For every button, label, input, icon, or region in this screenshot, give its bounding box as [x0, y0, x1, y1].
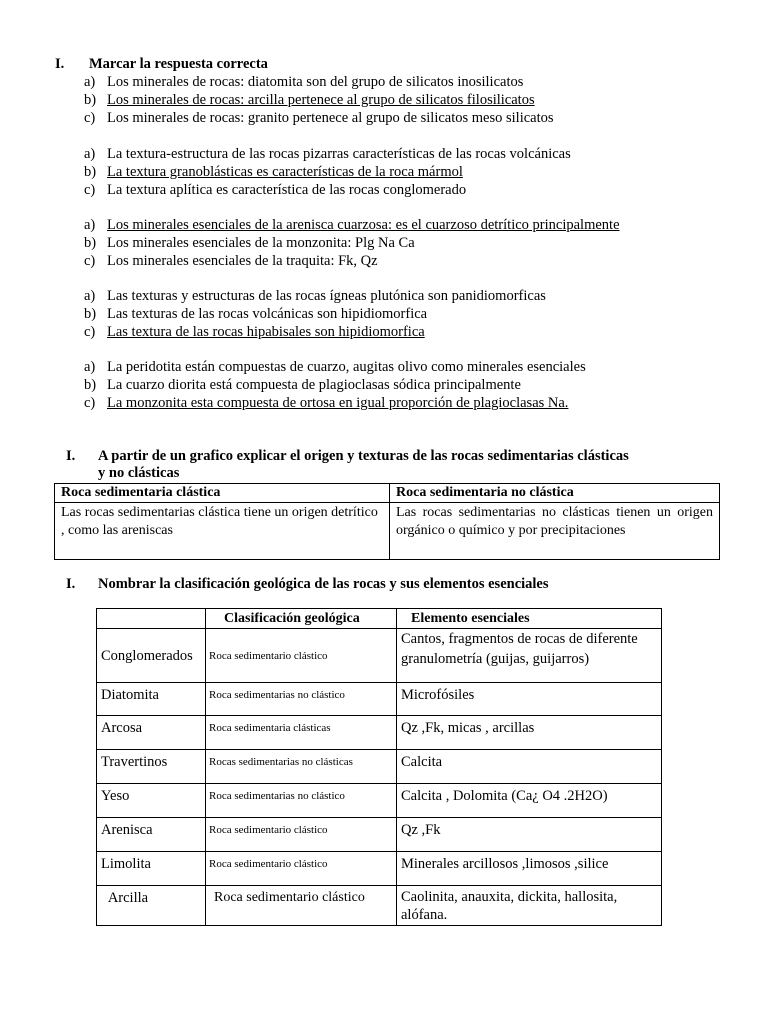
cell-classification: Rocas sedimentarias no clásticas	[206, 750, 397, 784]
option-line: a) La textura-estructura de las rocas pizarras características de las rocas volcánicas	[84, 146, 571, 162]
option-text: Los minerales de rocas: granito pertenece al grupo de silicatos meso silicatos	[107, 110, 554, 126]
table-row	[55, 503, 720, 560]
section2-number: I.	[66, 448, 76, 464]
cell-clastic: Las rocas sedimentarias clástica tiene un origen detrítico , como las areniscas	[55, 503, 390, 560]
option-line: b) Los minerales esenciales de la monzonita: Plg Na Ca	[84, 235, 415, 251]
cell-elements: Minerales arcillosos ,limosos ,silice	[397, 852, 662, 886]
table-row	[97, 886, 662, 926]
option-line: a) La peridotita están compuestas de cuarzo, augitas olivo como minerales esenciales	[84, 359, 586, 375]
cell-classification: Roca sedimentario clástico	[206, 818, 397, 852]
option-text: La cuarzo diorita está compuesta de plagioclasas sódica principalmente	[107, 377, 521, 393]
table-row	[97, 750, 662, 784]
option-line: b) La cuarzo diorita está compuesta de plagioclasas sódica principalmente	[84, 377, 521, 393]
option-text: Los minerales esenciales de la monzonita: Plg Na Ca	[107, 235, 415, 251]
option-text-selected: Las textura de las rocas hipabisales son hipidiomorfica	[107, 324, 425, 340]
option-line: b) Las texturas de las rocas volcánicas son hipidiomorfica	[84, 306, 428, 322]
cell-elements: Qz ,Fk	[397, 818, 662, 852]
question-group-4	[84, 287, 744, 341]
section3-title: Nombrar la clasificación geológica de las rocas y sus elementos esenciales	[98, 576, 549, 592]
option-line: a) Las texturas y estructuras de las rocas ígneas plutónica son panidiomorficas	[84, 288, 546, 304]
header-non-clastic: Roca sedimentaria no clástica	[390, 484, 720, 503]
option-text: La peridotita están compuestas de cuarzo, augitas olivo como minerales esenciales	[107, 359, 586, 375]
question-group-1	[84, 73, 744, 127]
cell-elements: Calcita	[397, 750, 662, 784]
option-line: c) La textura aplítica es característica de las rocas conglomerado	[84, 182, 467, 198]
header-rock	[97, 609, 206, 629]
cell-rock: Yeso	[97, 784, 206, 818]
table-row	[97, 784, 662, 818]
cell-rock: Arcilla	[97, 886, 206, 926]
cell-classification: Roca sedimentarias no clástico	[206, 683, 397, 716]
option-line: a) Los minerales de rocas: diatomita son del grupo de silicatos inosilicatos	[84, 74, 524, 90]
option-text-selected: Los minerales esenciales de la arenisca cuarzosa: es el cuarzoso detrítico principalmente	[107, 217, 620, 233]
section2-title-line2: y no clásticas	[98, 465, 180, 481]
sedimentary-origin-table	[54, 483, 720, 560]
option-line: c) Los minerales de rocas: granito pertenece al grupo de silicatos meso silicatos	[84, 110, 554, 126]
cell-elements: Microfósiles	[397, 683, 662, 716]
option-text-selected: La monzonita esta compuesta de ortosa en igual proporción de plagioclasas Na.	[107, 395, 569, 411]
option-text: Las texturas de las rocas volcánicas son hipidiomorfica	[107, 306, 428, 322]
cell-rock: Arenisca	[97, 818, 206, 852]
table-row	[97, 818, 662, 852]
cell-elements: Qz ,Fk, micas , arcillas	[397, 716, 662, 750]
cell-rock: Limolita	[97, 852, 206, 886]
table-header-row	[97, 609, 662, 629]
cell-elements: Cantos, fragmentos de rocas de diferente granulometría (guijas, guijarros)	[397, 629, 662, 683]
option-text: La textura aplítica es característica de las rocas conglomerado	[107, 182, 467, 198]
header-clastic: Roca sedimentaria clástica	[55, 484, 390, 503]
option-line: a) Los minerales esenciales de la arenisca cuarzosa: es el cuarzoso detrítico principalmente	[84, 217, 620, 233]
table-row	[97, 683, 662, 716]
table-row	[97, 629, 662, 683]
option-line: b) Los minerales de rocas: arcilla pertenece al grupo de silicatos filosilicatos	[84, 92, 535, 108]
cell-rock: Travertinos	[97, 750, 206, 784]
cell-rock: Conglomerados	[97, 629, 206, 683]
cell-classification: Roca sedimentario clástico	[206, 886, 397, 926]
table-header-row	[55, 484, 720, 503]
section3-heading	[66, 576, 736, 594]
cell-classification: Roca sedimentarias no clástico	[206, 784, 397, 818]
cell-elements: Calcita , Dolomita (Ca¿ O4 .2H2O)	[397, 784, 662, 818]
question-group-2	[84, 145, 744, 199]
cell-rock: Arcosa	[97, 716, 206, 750]
section1-number: I.	[55, 56, 65, 72]
section1-heading	[55, 56, 735, 74]
question-group-5	[84, 358, 744, 412]
option-line: b) La textura granoblásticas es características de la roca mármol	[84, 164, 463, 180]
section2-title-line1: A partir de un grafico explicar el origen y texturas de las rocas sedimentarias clásticas	[98, 448, 629, 464]
option-text: Los minerales de rocas: diatomita son del grupo de silicatos inosilicatos	[107, 74, 524, 90]
rock-classification-table	[96, 608, 662, 926]
option-line: c) La monzonita esta compuesta de ortosa en igual proporción de plagioclasas Na.	[84, 395, 569, 411]
section3-number: I.	[66, 576, 76, 592]
cell-elements: Caolinita, anauxita, dickita, hallosita, alófana.	[397, 886, 662, 926]
option-text-selected: Los minerales de rocas: arcilla pertenece al grupo de silicatos filosilicatos	[107, 92, 535, 108]
option-text: Las texturas y estructuras de las rocas ígneas plutónica son panidiomorficas	[107, 288, 546, 304]
cell-rock: Diatomita	[97, 683, 206, 716]
cell-classification: Roca sedimentario clástico	[206, 852, 397, 886]
section2-heading	[66, 448, 736, 482]
cell-classification: Roca sedimentaria clásticas	[206, 716, 397, 750]
table-row	[97, 716, 662, 750]
header-elements: Elemento esenciales	[397, 609, 662, 629]
table-row	[97, 852, 662, 886]
header-classification: Clasificación geológica	[206, 609, 397, 629]
option-text: La textura-estructura de las rocas pizarras características de las rocas volcánicas	[107, 146, 571, 162]
cell-non-clastic: Las rocas sedimentarias no clásticas tienen un origen orgánico o químico y por precipitaciones	[390, 503, 720, 560]
option-text-selected: La textura granoblásticas es características de la roca mármol	[107, 164, 463, 180]
option-text: Los minerales esenciales de la traquita: Fk, Qz	[107, 253, 378, 269]
option-line: c) Los minerales esenciales de la traquita: Fk, Qz	[84, 253, 378, 269]
section1-title: Marcar la respuesta correcta	[89, 56, 268, 72]
cell-classification: Roca sedimentario clástico	[206, 629, 397, 683]
question-group-3	[84, 216, 744, 270]
option-line: c) Las textura de las rocas hipabisales son hipidiomorfica	[84, 324, 425, 340]
